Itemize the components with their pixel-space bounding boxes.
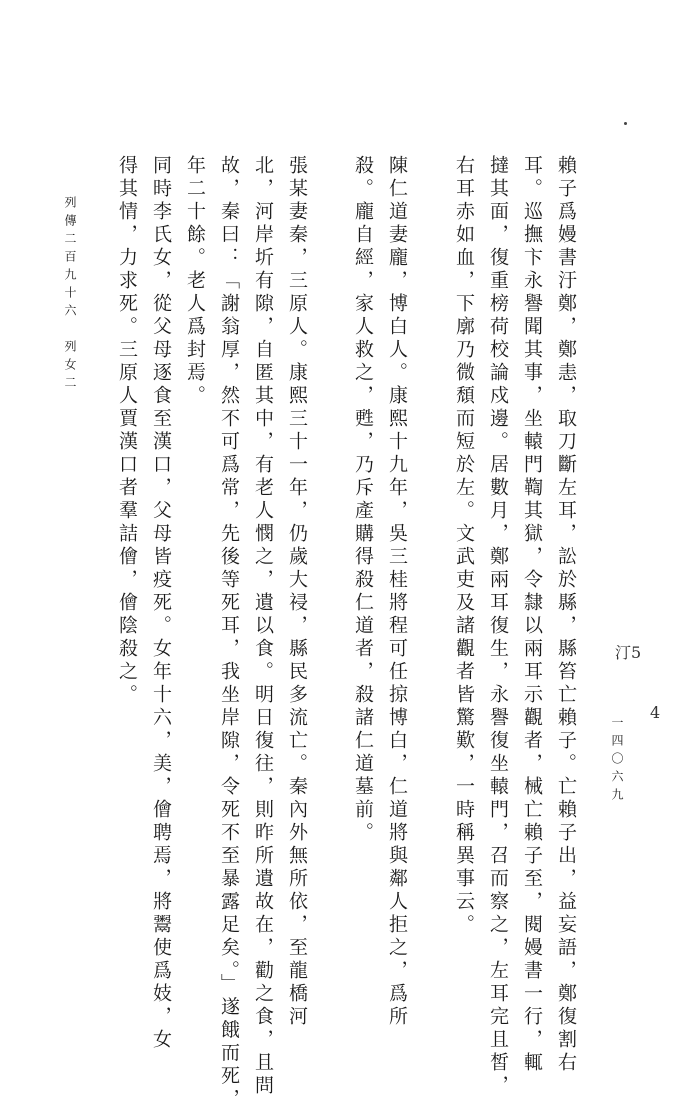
page-number: 一四〇六九 — [610, 716, 624, 806]
margin-mark-number: 4 — [650, 703, 661, 722]
margin-dot — [624, 122, 627, 125]
text-column-11: 同時李氏女，從父母逐食至漢口，父母皆疫死。女年十六，美，儈聘焉，將鬻使爲妓，女 — [150, 155, 172, 1052]
text-column-10: 年二十餘。老人爲封焉。 — [184, 155, 206, 408]
text-column-3: 撻其面，復重榜荷校論戍邊。居數月，鄭兩耳復生，永譽復坐轅門，召而察之，左耳完且皙， — [487, 155, 509, 1098]
text-column-8: 北，河岸圻有隙，自匿其中，有老人憫之，遺以食。明日復往，則昨所遺故在，勸之食，且問 — [252, 155, 274, 1098]
text-column-2: 耳。巡撫卞永譽聞其事，坐轅門鞫其獄，令隸以兩耳示觀者，械亡賴子至，閱嫚書一行，輒 — [521, 155, 543, 1075]
running-header: 列傳二百九十六 列女二 — [63, 196, 77, 394]
text-column-1: 賴子爲嫚書汙鄭，鄭恚，取刀斷左耳，訟於縣，縣笞亡賴子。亡賴子出，益妄語，鄭復割右 — [555, 155, 577, 1075]
margin-mark-handwritten: 汀5 — [615, 643, 642, 662]
text-column-4: 右耳赤如血，下廓乃微頹而短於左。文武吏及諸觀者皆驚歎，一時稱異事云。 — [453, 155, 475, 937]
text-column-5: 陳仁道妻龐，博白人。康熙十九年，吳三桂將程可任掠博白，仁道將與鄰人拒之，爲所 — [386, 155, 408, 1029]
text-column-7: 張某妻秦，三原人。康熙三十一年，仍歲大祲，縣民多流亡。秦內外無所依，至龍橋河 — [286, 155, 308, 1029]
text-column-12: 得其情，力求死。三原人賈漢口者羣詰儈，儈陰殺之。 — [116, 155, 138, 707]
text-column-6: 殺。龐自經，家人救之，甦，乃斥產購得殺仁道者，殺諸仁道墓前。 — [352, 155, 374, 845]
text-column-9: 故，秦曰：「謝翁厚，然不可爲常，先後等死耳，我坐岸隙，令死不至暴露足矣。」遂餓而死， — [218, 155, 240, 1112]
